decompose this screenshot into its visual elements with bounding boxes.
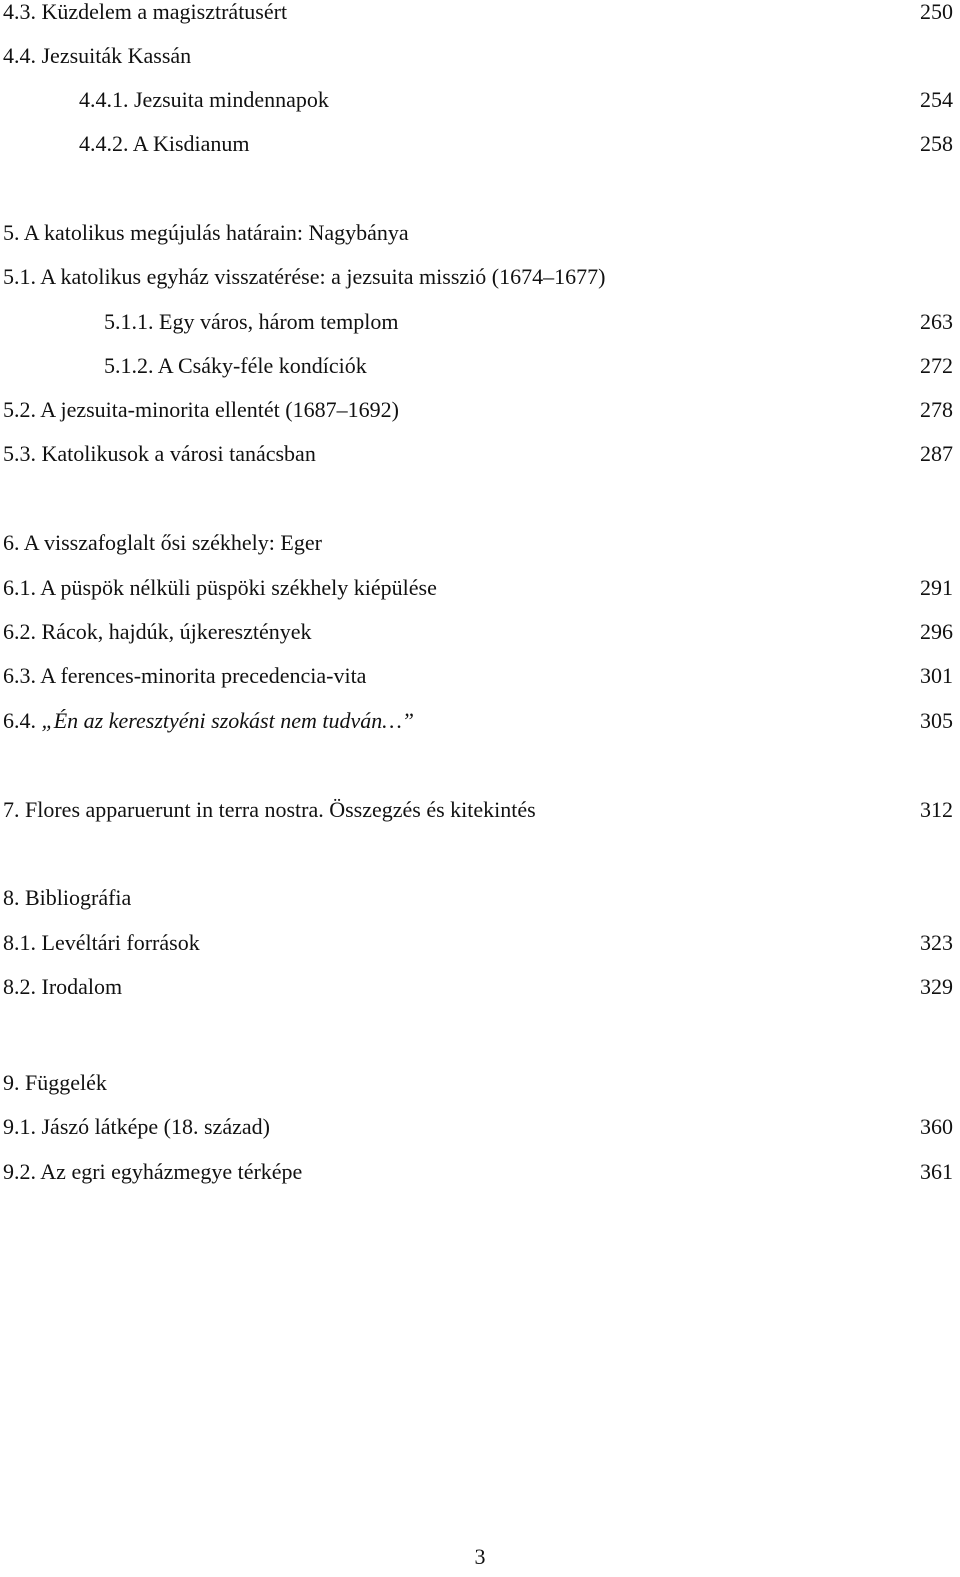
toc-entry-label: 4.4.2. A Kisdianum xyxy=(79,131,250,156)
toc-entry-label: 6.1. A püspök nélküli püspöki székhely kiépülése xyxy=(3,575,437,600)
toc-chapter xyxy=(0,1068,960,1098)
toc-entry xyxy=(0,573,960,603)
toc-entry-label: 9.1. Jászó látképe (18. század) xyxy=(3,1114,270,1139)
toc-entry-label: 6.3. A ferences-minorita precedencia-vita xyxy=(3,663,367,688)
toc-entry-page: 272 xyxy=(920,353,953,378)
toc-entry-page: 360 xyxy=(920,1114,953,1139)
toc-entry xyxy=(0,706,960,736)
toc-entry xyxy=(0,1112,960,1142)
toc-entry-label: 5.1.1. Egy város, három templom xyxy=(104,309,399,334)
toc-entry-label: 9.2. Az egri egyházmegye térképe xyxy=(3,1159,303,1184)
toc-entry-page: 291 xyxy=(920,575,953,600)
toc-entry-label: 4.4.1. Jezsuita mindennapok xyxy=(79,87,329,112)
toc-chapter xyxy=(0,795,960,825)
toc-entry-label: 8.2. Irodalom xyxy=(3,974,123,999)
page-footer xyxy=(0,1542,960,1572)
toc-entry-label: 5.1.2. A Csáky-féle kondíciók xyxy=(104,353,367,378)
toc-entry-page: 278 xyxy=(920,397,953,422)
toc-entry-label xyxy=(3,706,414,736)
toc-entry-page: 329 xyxy=(920,974,953,999)
toc-entry-label: 4.3. Küzdelem a magisztrátusért xyxy=(3,0,288,24)
toc-chapter-label: 8. Bibliográfia xyxy=(3,885,132,910)
toc-entry xyxy=(0,0,960,27)
toc-entry xyxy=(0,1157,960,1187)
toc-chapter xyxy=(0,218,960,248)
toc-chapter-label: 7. Flores apparuerunt in terra nostra. Összegzés és kitekintés xyxy=(3,797,536,822)
toc-entry-label: 6.2. Rácok, hajdúk, újkeresztények xyxy=(3,619,312,644)
toc-entry-number: 6.4. xyxy=(3,708,42,733)
toc-entry-page: 287 xyxy=(920,441,953,466)
page-number: 3 xyxy=(474,1544,486,1569)
toc-chapter-label: 6. A visszafoglalt ősi székhely: Eger xyxy=(3,530,322,555)
toc-entry-label: 5.1. A katolikus egyház visszatérése: a jezsuita misszió (1674–1677) xyxy=(3,264,606,289)
toc-chapter xyxy=(0,883,960,913)
toc-entry-italic-title: „Én az keresztyéni szokást nem tudván…” xyxy=(41,708,415,733)
toc-entry-page: 296 xyxy=(920,619,953,644)
toc-chapter xyxy=(0,528,960,558)
toc-entry xyxy=(0,617,960,647)
toc-entry xyxy=(0,351,960,381)
toc-entry-label: 5.2. A jezsuita-minorita ellentét (1687–1692) xyxy=(3,397,399,422)
toc-chapter-label: 9. Függelék xyxy=(3,1070,107,1095)
toc-entry-label: 4.4. Jezsuiták Kassán xyxy=(3,43,192,68)
toc-chapter-label: 5. A katolikus megújulás határain: Nagybánya xyxy=(3,220,409,245)
toc-entry-page: 254 xyxy=(920,87,953,112)
toc-entry-page: 312 xyxy=(920,797,953,822)
toc-entry-page: 250 xyxy=(920,0,953,24)
toc-entry xyxy=(0,439,960,469)
toc-entry-label: 5.3. Katolikusok a városi tanácsban xyxy=(3,441,316,466)
toc-entry xyxy=(0,972,960,1002)
toc-entry-page: 263 xyxy=(920,309,953,334)
toc-entry-page: 301 xyxy=(920,663,953,688)
toc-entry xyxy=(0,661,960,691)
toc-entry xyxy=(0,85,960,115)
toc-entry xyxy=(0,129,960,159)
toc-entry xyxy=(0,41,960,71)
toc-entry-label: 8.1. Levéltári források xyxy=(3,930,200,955)
toc-entry-page: 323 xyxy=(920,930,953,955)
toc-entry xyxy=(0,307,960,337)
toc-entry xyxy=(0,928,960,958)
toc-entry xyxy=(0,395,960,425)
toc-entry xyxy=(0,262,960,292)
toc-entry-page: 305 xyxy=(920,708,953,733)
toc-entry-page: 361 xyxy=(920,1159,953,1184)
toc-entry-page: 258 xyxy=(920,131,953,156)
